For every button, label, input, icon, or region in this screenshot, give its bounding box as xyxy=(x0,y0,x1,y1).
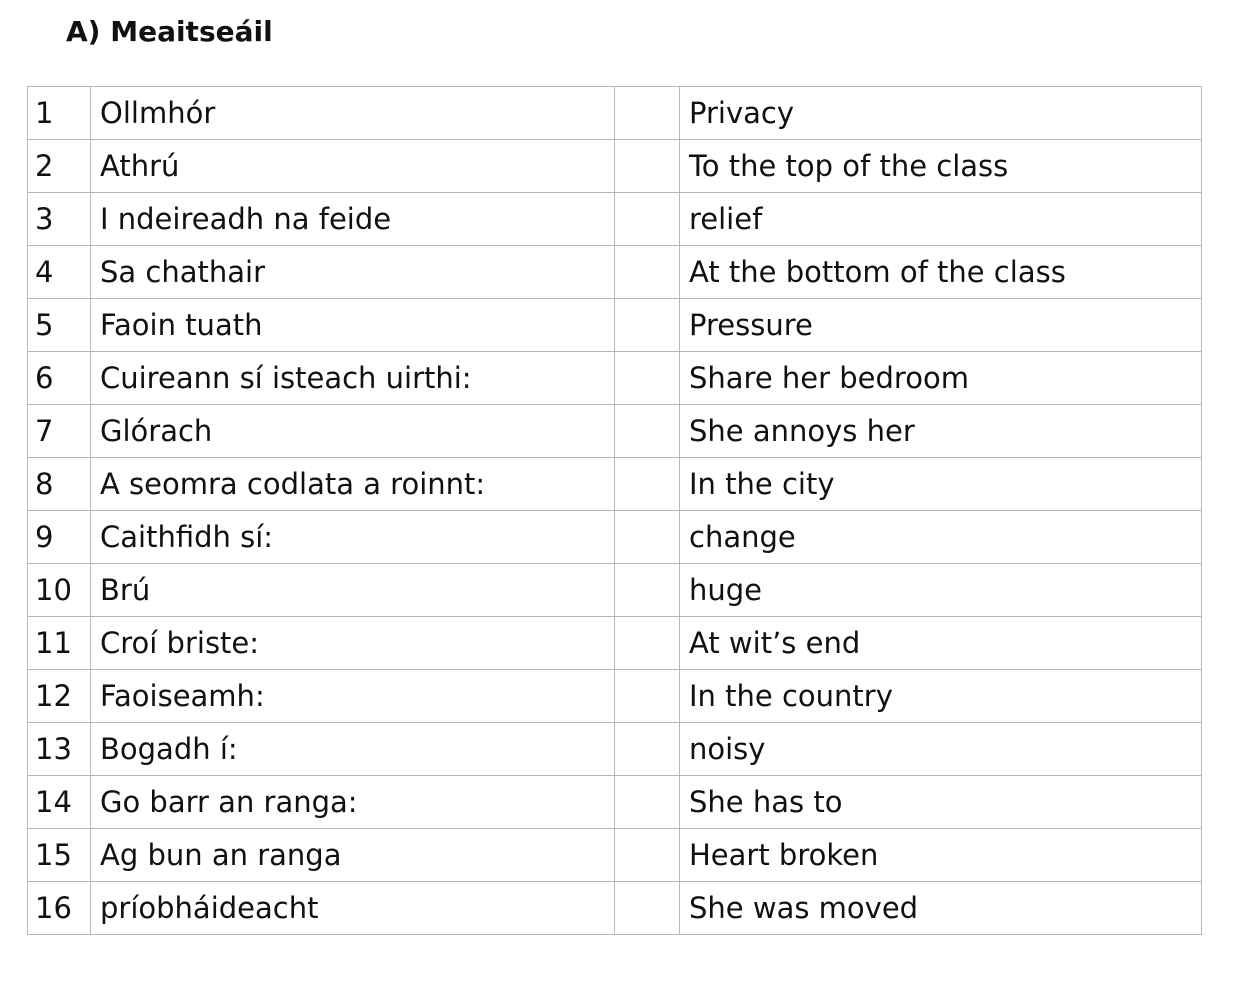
answer-blank-cell xyxy=(615,617,680,670)
answer-blank-cell xyxy=(615,511,680,564)
row-number: 10 xyxy=(28,564,91,617)
answer-blank-cell xyxy=(615,140,680,193)
irish-term: Glórach xyxy=(91,405,615,458)
row-number: 2 xyxy=(28,140,91,193)
row-number: 9 xyxy=(28,511,91,564)
answer-blank-cell xyxy=(615,299,680,352)
row-number: 7 xyxy=(28,405,91,458)
english-meaning: Pressure xyxy=(680,299,1202,352)
irish-term: Athrú xyxy=(91,140,615,193)
row-number: 5 xyxy=(28,299,91,352)
english-meaning: relief xyxy=(680,193,1202,246)
table-row xyxy=(28,352,1202,405)
table-row xyxy=(28,299,1202,352)
row-number: 3 xyxy=(28,193,91,246)
section-heading: A) Meaitseáil xyxy=(66,15,273,48)
table-row xyxy=(28,458,1202,511)
table-row xyxy=(28,776,1202,829)
table-row xyxy=(28,882,1202,935)
english-meaning: In the country xyxy=(680,670,1202,723)
table-row xyxy=(28,723,1202,776)
table-row xyxy=(28,246,1202,299)
irish-term: Faoin tuath xyxy=(91,299,615,352)
english-meaning: At wit’s end xyxy=(680,617,1202,670)
table-row xyxy=(28,511,1202,564)
answer-blank-cell xyxy=(615,352,680,405)
english-meaning: huge xyxy=(680,564,1202,617)
irish-term: Brú xyxy=(91,564,615,617)
answer-blank-cell xyxy=(615,829,680,882)
irish-term: Ag bun an ranga xyxy=(91,829,615,882)
irish-term: Faoiseamh: xyxy=(91,670,615,723)
irish-term: I ndeireadh na feide xyxy=(91,193,615,246)
row-number: 1 xyxy=(28,87,91,140)
irish-term: Caithfidh sí: xyxy=(91,511,615,564)
answer-blank-cell xyxy=(615,564,680,617)
table-row xyxy=(28,829,1202,882)
matching-table xyxy=(27,86,1202,935)
english-meaning: Privacy xyxy=(680,87,1202,140)
answer-blank-cell xyxy=(615,723,680,776)
english-meaning: To the top of the class xyxy=(680,140,1202,193)
irish-term: Cuireann sí isteach uirthi: xyxy=(91,352,615,405)
answer-blank-cell xyxy=(615,405,680,458)
english-meaning: She was moved xyxy=(680,882,1202,935)
irish-term: Go barr an ranga: xyxy=(91,776,615,829)
answer-blank-cell xyxy=(615,458,680,511)
row-number: 8 xyxy=(28,458,91,511)
row-number: 16 xyxy=(28,882,91,935)
row-number: 15 xyxy=(28,829,91,882)
english-meaning: She has to xyxy=(680,776,1202,829)
answer-blank-cell xyxy=(615,670,680,723)
irish-term: Bogadh í: xyxy=(91,723,615,776)
answer-blank-cell xyxy=(615,193,680,246)
table-row xyxy=(28,670,1202,723)
table-row xyxy=(28,87,1202,140)
irish-term: Sa chathair xyxy=(91,246,615,299)
row-number: 6 xyxy=(28,352,91,405)
table-row xyxy=(28,405,1202,458)
table-row xyxy=(28,193,1202,246)
english-meaning: Heart broken xyxy=(680,829,1202,882)
row-number: 12 xyxy=(28,670,91,723)
answer-blank-cell xyxy=(615,882,680,935)
english-meaning: She annoys her xyxy=(680,405,1202,458)
english-meaning: change xyxy=(680,511,1202,564)
english-meaning: noisy xyxy=(680,723,1202,776)
matching-table-body xyxy=(28,87,1202,935)
irish-term: A seomra codlata a roinnt: xyxy=(91,458,615,511)
irish-term: Croí briste: xyxy=(91,617,615,670)
answer-blank-cell xyxy=(615,87,680,140)
answer-blank-cell xyxy=(615,776,680,829)
table-row xyxy=(28,140,1202,193)
irish-term: príobháideacht xyxy=(91,882,615,935)
row-number: 14 xyxy=(28,776,91,829)
row-number: 13 xyxy=(28,723,91,776)
answer-blank-cell xyxy=(615,246,680,299)
english-meaning: At the bottom of the class xyxy=(680,246,1202,299)
row-number: 4 xyxy=(28,246,91,299)
table-row xyxy=(28,564,1202,617)
table-row xyxy=(28,617,1202,670)
english-meaning: In the city xyxy=(680,458,1202,511)
irish-term: Ollmhór xyxy=(91,87,615,140)
row-number: 11 xyxy=(28,617,91,670)
english-meaning: Share her bedroom xyxy=(680,352,1202,405)
